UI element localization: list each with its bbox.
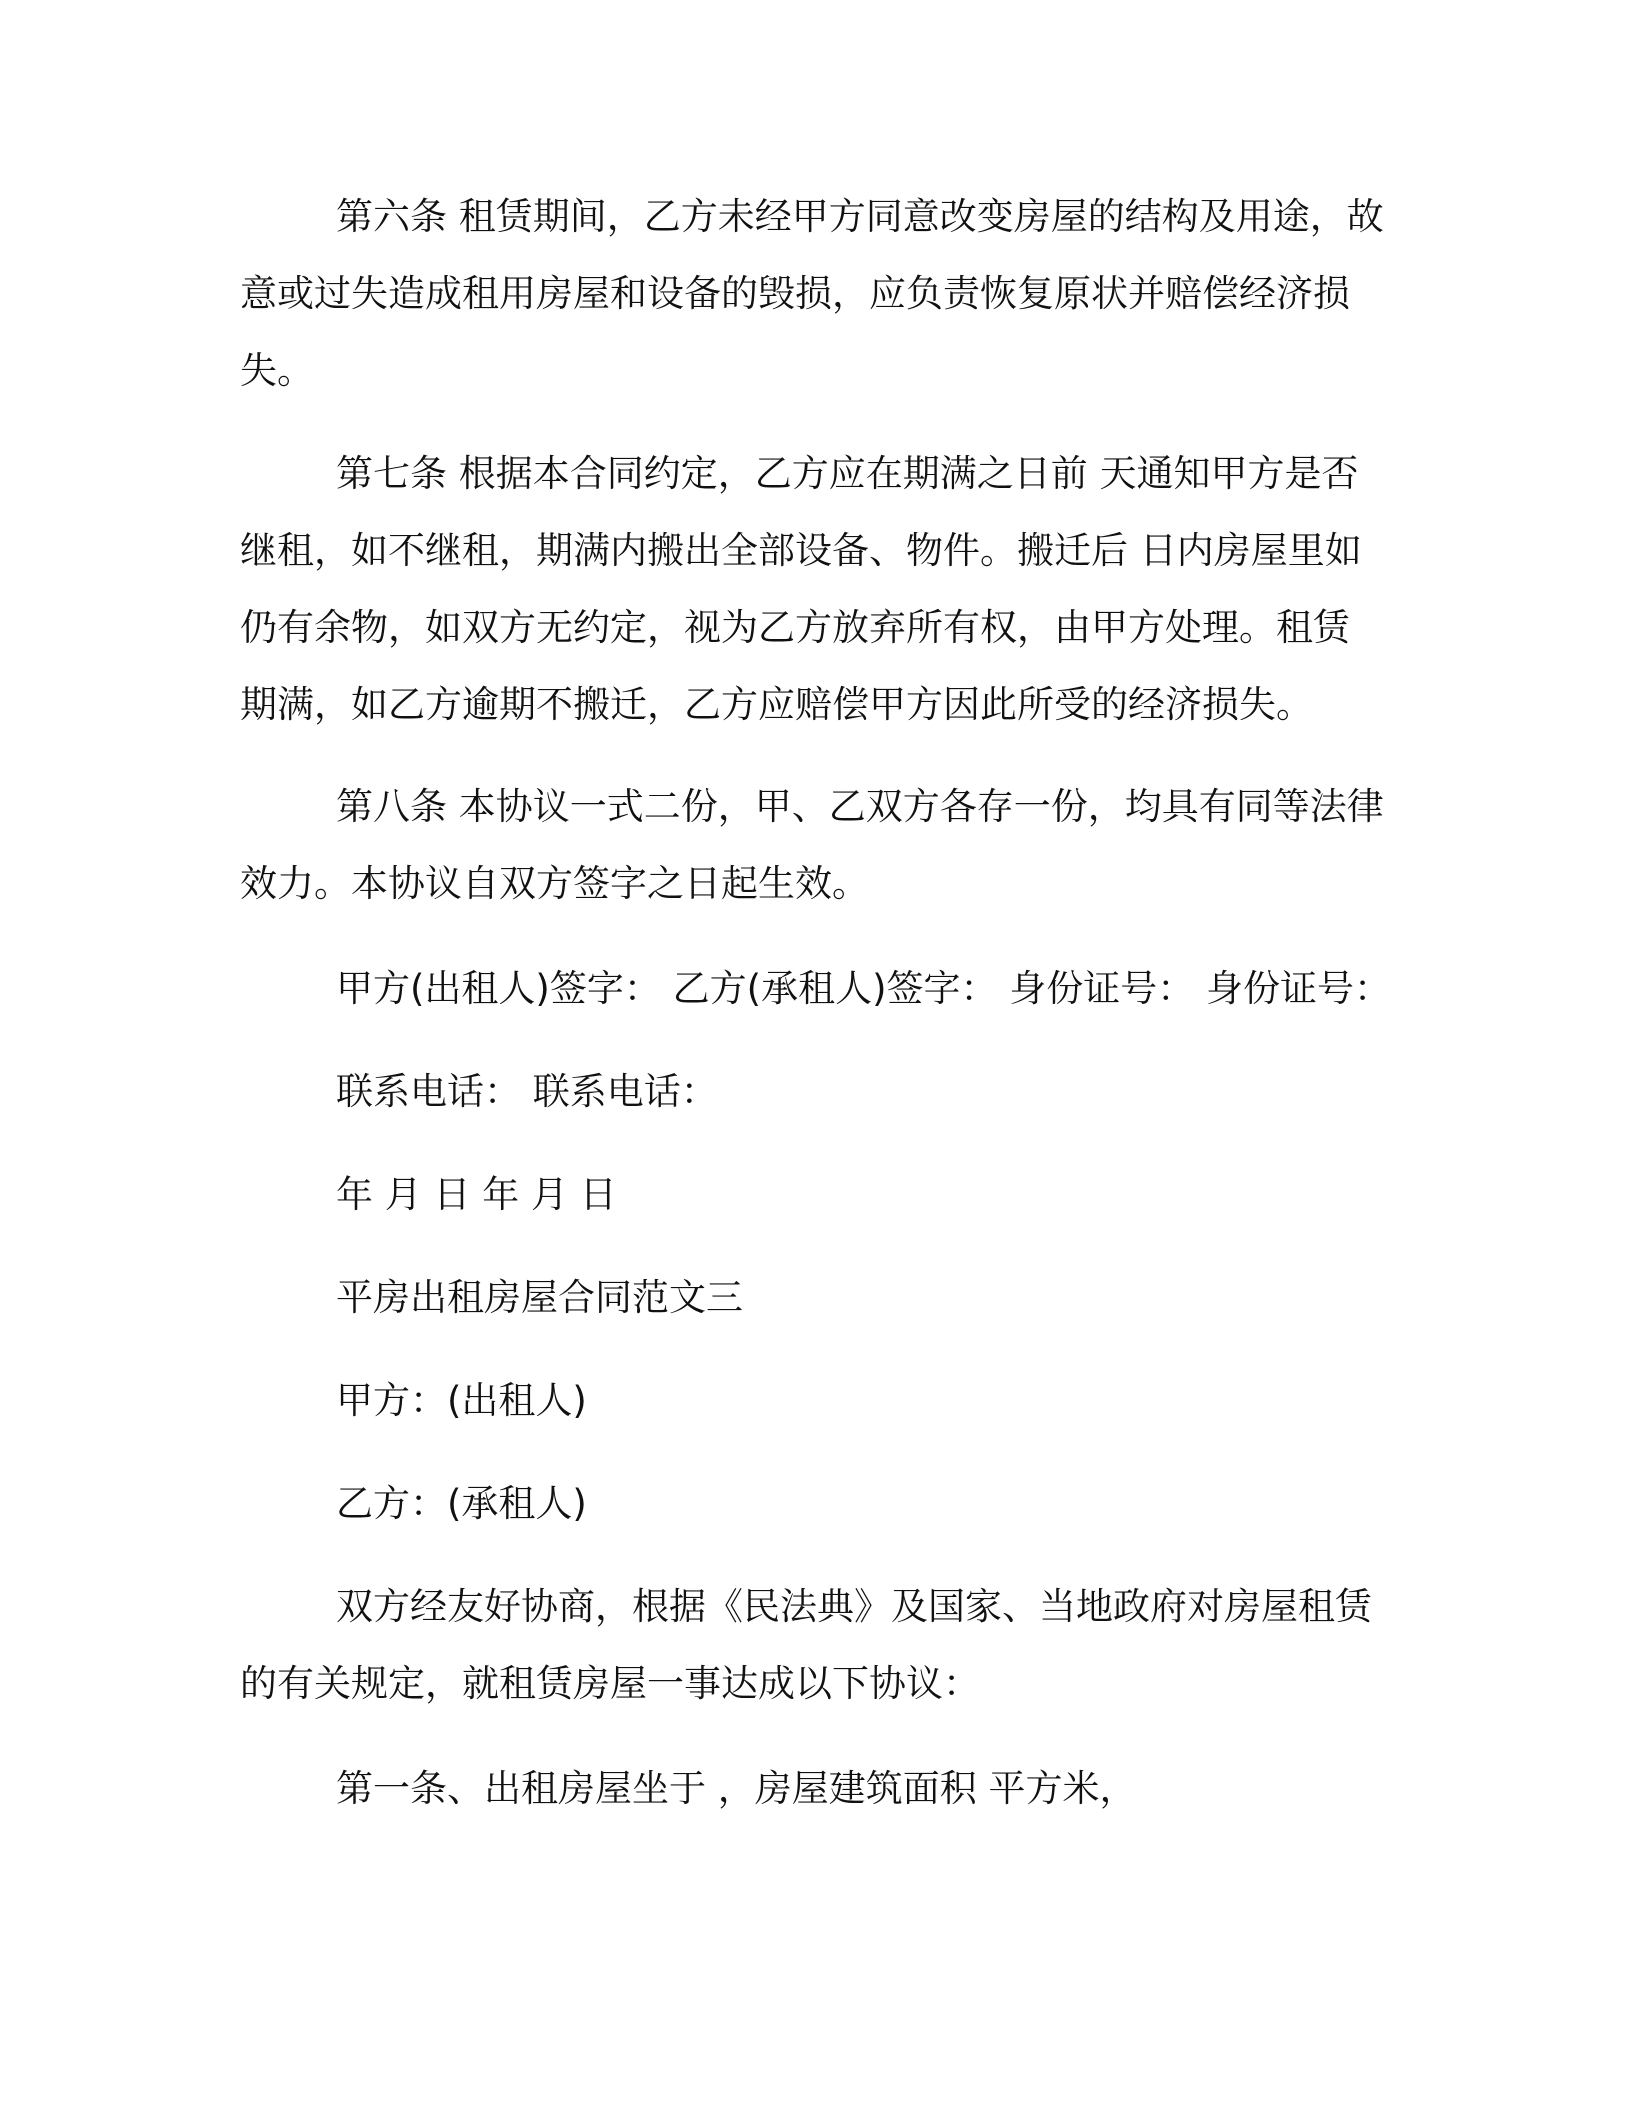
article-6-paragraph	[240, 178, 1400, 409]
text-line: 联系电话： 联系电话：	[336, 1070, 718, 1113]
text-line: 意或过失造成租用房屋和设备的毁损，应负责恢复原状并赔偿经济损	[240, 272, 1350, 315]
article-8-paragraph	[240, 768, 1400, 922]
text-line: 第一条、出租房屋坐于 ，房屋建筑面积 平方米，	[336, 1767, 1137, 1810]
text-line: 继租，如不继租，期满内搬出全部设备、物件。搬迁后 日内房屋里如	[240, 529, 1362, 572]
text-line: 双方经友好协商，根据《民法典》及国家、当地政府对房屋租赁	[336, 1585, 1372, 1628]
text-line: 甲方(出租人)签字： 乙方(承租人)签字： 身份证号： 身份证号：	[336, 967, 1392, 1010]
preamble-paragraph	[240, 1568, 1400, 1722]
text-line: 第六条 租赁期间，乙方未经甲方同意改变房屋的结构及用途，故	[336, 195, 1384, 238]
text-line: 甲方：(出租人)	[336, 1379, 587, 1422]
party-b-line	[240, 1465, 1400, 1542]
date-line	[240, 1156, 1400, 1233]
signature-line	[240, 950, 1400, 1027]
text-line: 年 月 日 年 月 日	[336, 1173, 617, 1216]
text-line: 乙方：(承租人)	[336, 1482, 587, 1525]
text-line: 失。	[240, 349, 314, 392]
text-line: 仍有余物，如双方无约定，视为乙方放弃所有权，由甲方处理。租赁	[240, 606, 1350, 649]
text-line: 的有关规定，就租赁房屋一事达成以下协议：	[240, 1662, 980, 1705]
section-title	[240, 1259, 1400, 1336]
party-a-line	[240, 1362, 1400, 1439]
text-line: 平房出租房屋合同范文三	[336, 1276, 743, 1319]
text-line: 效力。本协议自双方签字之日起生效。	[240, 862, 869, 905]
text-line: 第七条 根据本合同约定，乙方应在期满之日前 天通知甲方是否	[336, 452, 1359, 495]
text-line: 第八条 本协议一式二份，甲、乙双方各存一份，均具有同等法律	[336, 785, 1384, 828]
phone-line	[240, 1053, 1400, 1130]
text-line: 期满，如乙方逾期不搬迁，乙方应赔偿甲方因此所受的经济损失。	[240, 683, 1313, 726]
article-7-paragraph	[240, 435, 1400, 743]
article-1-paragraph	[240, 1750, 1400, 1827]
